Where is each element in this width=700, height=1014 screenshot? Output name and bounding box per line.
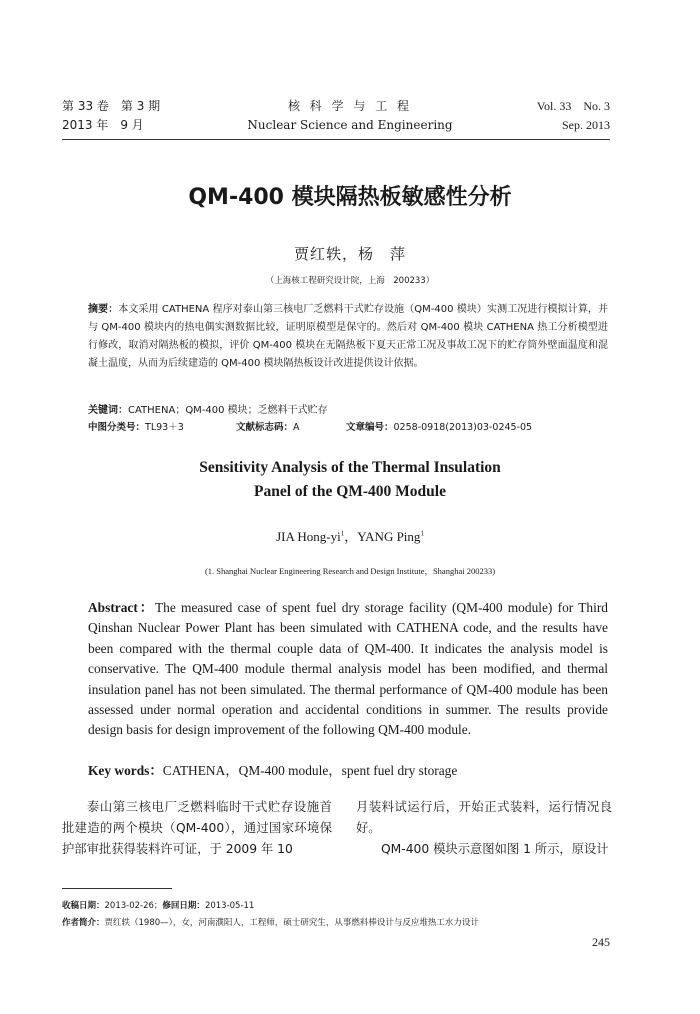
revised-label: 修回日期： (162, 901, 205, 911)
footnote-author-bio (62, 916, 610, 928)
page-number: 245 (592, 935, 610, 949)
issue-date-en: Sep. 2013 (562, 118, 610, 132)
journal-name-cn: 核 科 学 与 工 程 (287, 99, 413, 113)
abstract-cn-text: 本文采用 CATHENA 程序对泰山第三核电厂乏燃料干式贮存设施（QM-400 模块）实测工况进行模拟计算，并与 QM-400 模块内的热电偶实测数据比较，证明原模型是保守的。然后对 QM-400 模块 CATHENA 热工分析模型进行修改，取消对隔热板的模拟，评价 QM-400 模块在无隔热板下夏天正常工况及事故工况下的贮存筒外壁面温度和混凝土温度，从而为后续建造的 QM-400 模块隔热板设计改进提供设计依据。 (88, 304, 609, 369)
author-bio-label: 作者简介： (62, 918, 105, 928)
authors-en (0, 526, 700, 545)
paper-title-cn: QM-400 模块隔热板敏感性分析 (188, 185, 512, 210)
abstract-cn (88, 301, 608, 373)
doc-code-label: 文献标志码： (236, 422, 294, 433)
received-date: 2013-02-26； (104, 901, 163, 911)
paper-title-en-line1: Sensitivity Analysis of the Thermal Insulation (199, 459, 501, 476)
clc-number (88, 419, 184, 433)
vol-no-en: Vol. 33 No. 3 (536, 99, 610, 113)
keywords-en (88, 760, 457, 779)
author-1: JIA Hong-yi (276, 529, 341, 544)
body-left-column: 泰山第三核电厂乏燃料临时干式贮存设施首批建造的两个模块（QM-400），通过国家环境保护部审批获得装料许可证，于 2009 年 10 (62, 800, 332, 856)
affiliation-cn: （上海核工程研究设计院，上海 200233） (265, 276, 435, 286)
footnote-rule (62, 888, 172, 889)
doc-code-value: A (293, 422, 300, 433)
author-2-affil-mark: 1 (420, 529, 424, 538)
authors-cn: 贾红轶，杨 萍 (293, 245, 406, 263)
body-right-para-1: 月装料试运行后，开始正式装料，运行情况良好。 (356, 800, 612, 835)
paper-title-en-line2: Panel of the QM-400 Module (253, 483, 446, 500)
revised-date: 2013-05-11 (204, 901, 255, 911)
abstract-en-text: The measured case of spent fuel dry storage facility (QM-400 module) for Third Qinshan Nuclear Power Plant has been simulated with CATHENA code, and the results have been compared with the thermal couple data of QM-400. It indicates the analysis model is conservative. The QM-400 module thermal analysis model has been modified, and thermal insulation panel has not been simulated. The thermal performance of QM-400 module has been assessed under normal operation and accidental conditions in summer. The results provide design basis for design improvement of the following QM-400 module. (88, 600, 608, 738)
footnote-dates (62, 899, 254, 911)
received-label: 收稿日期： (62, 901, 105, 911)
article-number (346, 419, 532, 433)
header-rule (62, 139, 610, 140)
volume-issue: 第 33 卷 第 3 期 (62, 99, 161, 113)
clc-value: TL93＋3 (145, 422, 184, 433)
keywords-cn (88, 401, 328, 416)
abstract-cn-label: 摘要： (88, 304, 119, 315)
doc-code (236, 419, 300, 433)
author-separator: ， (344, 529, 358, 544)
affiliation-en: (1. Shanghai Nuclear Engineering Research and Design Institute，Shanghai 200233) (204, 566, 496, 576)
paper-title-en (0, 456, 700, 504)
body-right-column (356, 797, 612, 860)
article-no-value: 0258-0918(2013)03-0245-05 (393, 422, 533, 433)
author-bio-text: 贾红轶（1980—），女，河南濮阳人，工程师，硕士研究生，从事燃料棒设计与反应堆热工水力设计 (104, 918, 479, 928)
body-right-para-2: QM-400 模块示意图如图 1 所示，原设计 (381, 842, 609, 856)
journal-volume-issue (62, 97, 160, 135)
author-1-affil-mark: 1 (340, 529, 345, 538)
issue-date-cn: 2013 年 9 月 (62, 118, 144, 132)
abstract-en-label: Abstract： (88, 600, 155, 615)
author-2: YANG Ping (357, 529, 421, 544)
keywords-en-label: Key words： (88, 763, 163, 778)
journal-name (230, 97, 470, 135)
journal-name-en: Nuclear Science and Engineering (247, 118, 453, 132)
keywords-en-text: CATHENA，QM-400 module，spent fuel dry storage (162, 763, 458, 778)
keywords-cn-label: 关键词： (88, 405, 128, 416)
abstract-en (88, 598, 608, 741)
keywords-cn-text: CATHENA；QM-400 模块；乏燃料干式贮存 (128, 405, 328, 416)
journal-volume-en (537, 97, 610, 135)
clc-label: 中图分类号： (88, 422, 146, 433)
article-no-label: 文章编号： (346, 422, 394, 433)
